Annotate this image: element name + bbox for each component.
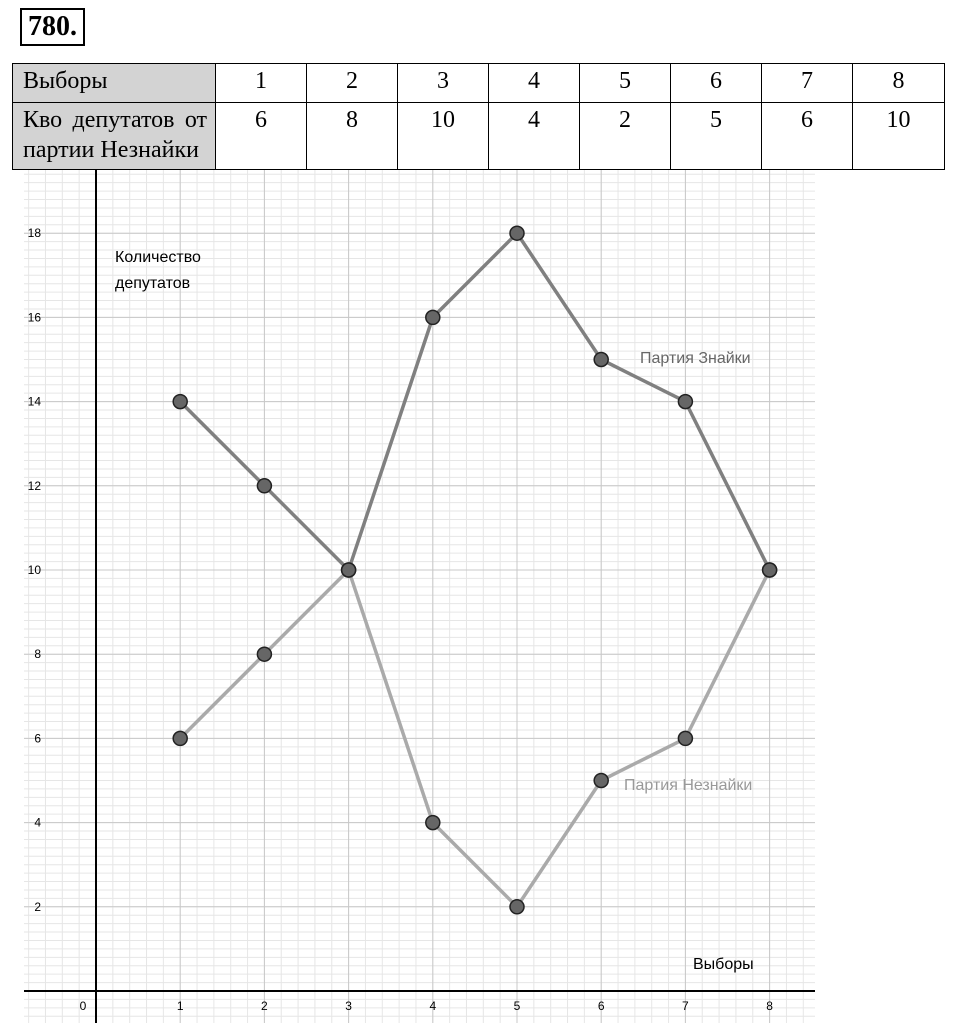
x-tick-label: 8 — [766, 999, 773, 1013]
y-axis-label-line2: депутатов — [115, 275, 191, 292]
table-cell: 10 — [398, 103, 489, 170]
x-axis-label: Выборы — [693, 956, 754, 973]
y-tick-label: 6 — [34, 731, 41, 746]
x-tick-label: 4 — [429, 999, 437, 1013]
x-tick-label: 5 — [513, 999, 521, 1013]
data-point-neznayka — [257, 647, 271, 661]
table-cell: 10 — [853, 103, 945, 170]
y-axis-label-line1: Количество — [115, 249, 201, 266]
y-tick-label: 2 — [34, 899, 41, 914]
y-tick-label: 10 — [27, 563, 41, 577]
table-cell: 5 — [671, 103, 762, 170]
table-cell: 4 — [489, 64, 580, 103]
y-tick-label: 18 — [27, 226, 41, 241]
table-cell: 4 — [489, 103, 580, 170]
row-header-elections: Выборы — [13, 64, 216, 103]
x-tick-label: 1 — [176, 999, 184, 1013]
table-cell: 8 — [307, 103, 398, 170]
data-point-neznayka — [426, 816, 440, 830]
y-tick-label: 14 — [27, 394, 41, 409]
data-point-neznayka — [594, 774, 608, 788]
tick-labels — [28, 226, 774, 1013]
table-cell: 6 — [762, 103, 853, 170]
grid — [24, 170, 815, 1033]
problem-number: 780. — [20, 8, 85, 46]
data-point-znayka — [678, 395, 692, 409]
data-point-znayka — [426, 310, 440, 324]
data-point-znayka — [594, 353, 608, 367]
table-cell: 6 — [216, 103, 307, 170]
x-tick-label: 3 — [345, 999, 352, 1013]
table-cell: 2 — [580, 103, 671, 170]
table-cell: 6 — [671, 64, 762, 103]
series-label-znayka: Партия Знайки — [640, 350, 751, 367]
data-point-znayka — [173, 395, 187, 409]
series-label-neznayka: Партия Незнайки — [624, 777, 753, 794]
data-point-neznayka — [342, 563, 356, 577]
data-point-znayka — [257, 479, 271, 493]
y-tick-label: 12 — [27, 478, 41, 493]
axes — [24, 170, 815, 1023]
table-cell: 2 — [307, 64, 398, 103]
row-header-line: Кво депутатов от — [23, 107, 207, 133]
table-cell: 5 — [580, 64, 671, 103]
y-tick-label: 4 — [34, 815, 41, 830]
data-point-neznayka — [678, 731, 692, 745]
x-tick-label: 6 — [597, 999, 605, 1013]
table-cell: 1 — [216, 64, 307, 103]
data-point-neznayka — [763, 563, 777, 577]
y-tick-label: 16 — [27, 310, 41, 325]
x-tick-label: 0 — [79, 999, 87, 1013]
data-point-neznayka — [510, 900, 524, 914]
data-point-neznayka — [173, 731, 187, 745]
x-tick-label: 7 — [682, 999, 689, 1013]
table-cell: 7 — [762, 64, 853, 103]
row-header-line: партии Незнайки — [23, 137, 199, 163]
data-point-znayka — [510, 226, 524, 240]
table-cell: 3 — [398, 64, 489, 103]
y-tick-label: 8 — [34, 647, 41, 662]
x-tick-label: 2 — [261, 999, 268, 1013]
table-cell: 8 — [853, 64, 945, 103]
